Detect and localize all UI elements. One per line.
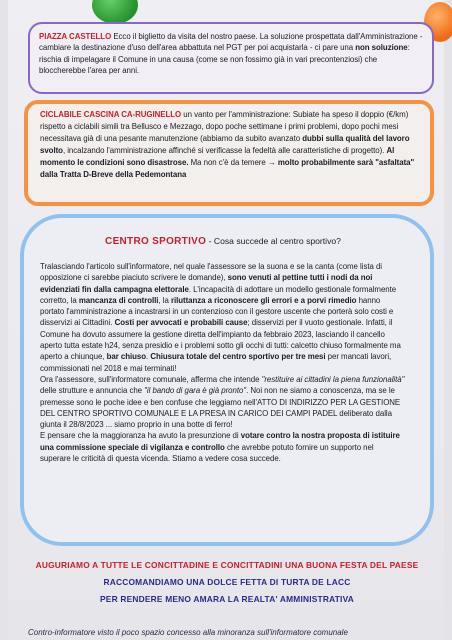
centro-sportivo-paragraph-3: E pensare che la maggioranza ha avuto la presunzione di votare contro la nostra proposta di istituire una commissione speciale di vigilanza e controllo che avrebbe potuto fornire un supporto nel superare le criticità di questa vicenda. Stiamo a vedere cosa succede. bbox=[40, 431, 400, 464]
piazza-castello-box bbox=[28, 22, 434, 94]
centro-sportivo-title: CENTRO SPORTIVO - Cosa succede al centro sportivo? bbox=[105, 236, 341, 247]
piazza-castello-heading: PIAZZA CASTELLO bbox=[39, 32, 112, 41]
footer-note: Contro-informatore visto il poco spazio concesso alla minoranza sull'informatore comunale bbox=[28, 628, 348, 637]
centro-sportivo-paragraph-1: Tralasciando l'articolo sull'informatore, nel quale l'assessore se la suona e se la canta (come lista di opposizione ci sarebbe piaciuto scrivere le domande), sono venuti al pettine tutti i nodi da noi evidenziati fin dalla campagna elettorale. L'incapacità di adottare un modello gestionale formalmente corretto, la mancanza di controlli, la riluttanza a riconoscere gli errori e a porvi rimedio hanno portato l'amministrazione a incastrarsi in un contenzioso con il gestore uscente che porterà solo costi e disservizi ai Cittadini. Costi per avvocati e probabili cause; disservizi per il vuoto gestionale. Infatti, il Comune ha dovuto assumere la gestione diretta dell'impianto da febbraio 2023, lasciando il cancello aperto tutta estate h24, senza presidio e i problemi sotto gli occhi di tutti: calcetto chiuso formalmente ma aperto a chiunque, bar chiuso. Chiusura totale del centro sportivo per tre mesi per mancati lavori, commissionati nel 2018 e mai terminati! bbox=[40, 262, 401, 373]
piazza-castello-text: PIAZZA CASTELLO Ecco il biglietto da visita del nostro paese. La soluzione prospettata dall'Amministrazione - cambiare la destinazione d'uso dell'area abbattuta nel PGT per poi acquistarla - ci pare una non soluzione: rischia di impelagare il Comune in una causa (come se non fossimo già in vari precontenziosi) che bloccherebbe l'area per anni. bbox=[39, 32, 423, 76]
centro-sportivo-box bbox=[20, 214, 434, 546]
greeting-line-1: AUGURIAMO A TUTTE LE CONCITTADINE E CONCITTADINI UNA BUONA FESTA DEL PAESE bbox=[35, 560, 419, 570]
centro-sportivo-paragraph-2: Ora l'assessore, sull'informatore comunale, afferma che intende "restituire ai cittadini la piena funzionalità" delle strutture e annuncia che "il bando di gara è già pronto". Noi non ne siamo a conoscenza, ma se le premesse sono le poche idee e ben confuse che leggiamo nell'ATTO DI INDIRIZZO PER LA GESTIONE DEL CENTRO SPORTIVO COMUNALE E LA PRESA IN CARICO DEI CAMPI PADEL deliberato dalla giunta il 28/8/2023 ... siamo proprio in una botte di ferro! bbox=[40, 374, 405, 430]
greeting-line-2: RACCOMANDIAMO UNA DOLCE FETTA DI TURTA DE LACC bbox=[103, 577, 351, 587]
ciclabile-text: CICLABILE CASCINA CA-RUGINELLO un vanto per l'amministrazione: Subiate ha speso il doppio (€/km) rispetto a ciclabili simili tra Bellusco e Mezzago, dopo poche settimane i primi problemi, dopo pochi mesi necessitava già di una pesante manutenzione (abbiamo da subito avanzato dubbi sulla qualità del lavoro svolto, incalzando l'amministrazione affinché si verificasse la fedeltà alle caratteristiche di progetto). Al momento le condizioni sono disastrose. Ma non c'è da temere → molto probabilmente sarà "asfaltata" dalla Tratta D-Breve della Pedemontana bbox=[40, 110, 415, 179]
greeting-line-3: PER RENDERE MENO AMARA LA REALTA' AMMINISTRATIVA bbox=[100, 594, 354, 604]
ciclabile-heading: CICLABILE CASCINA CA-RUGINELLO bbox=[40, 110, 182, 119]
ciclabile-box bbox=[24, 100, 434, 206]
